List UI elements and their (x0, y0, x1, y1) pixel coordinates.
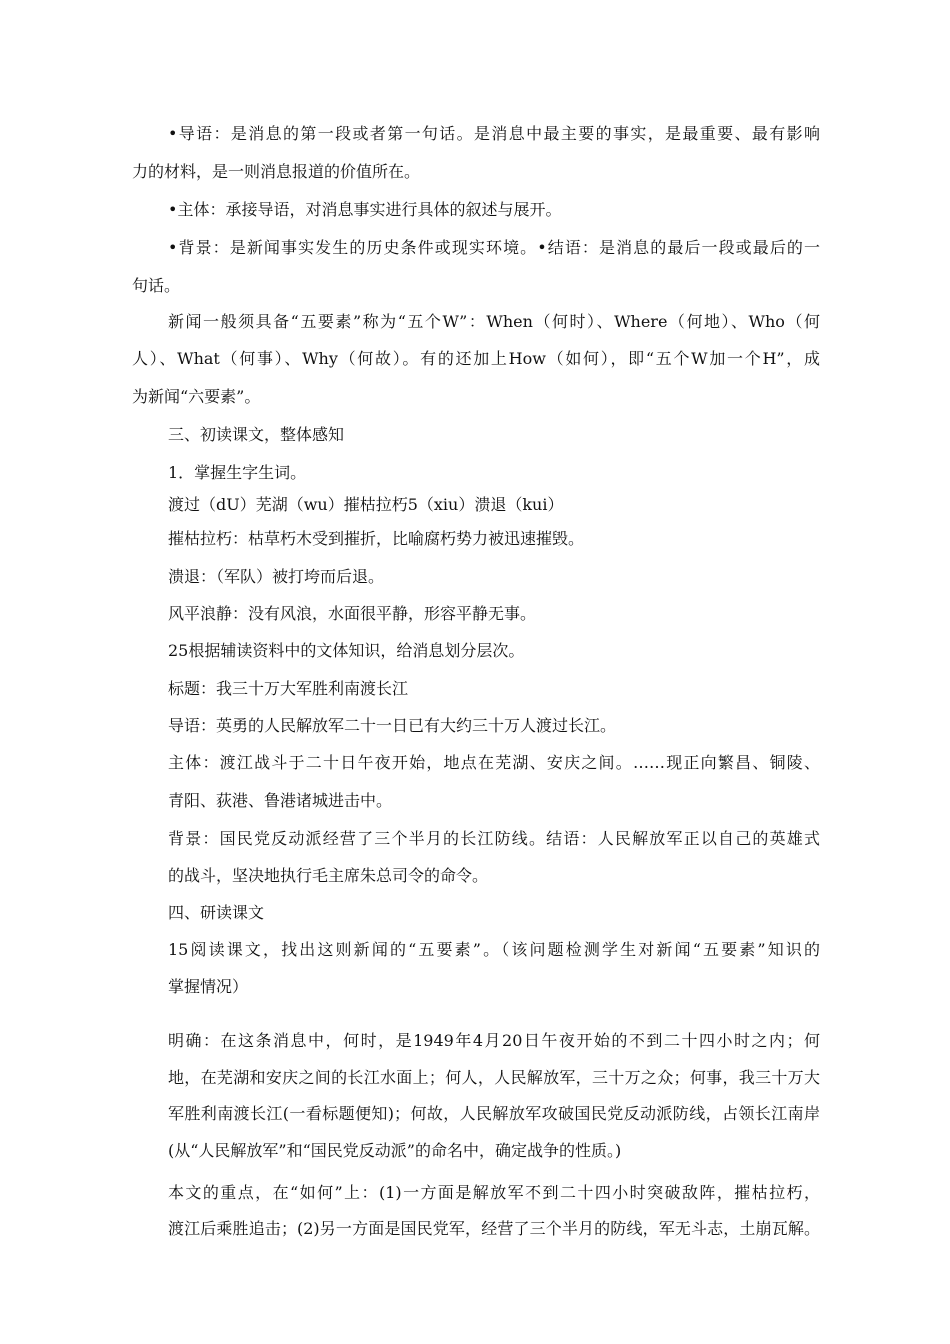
text-line: 青阳、荻港、鲁港诸城进击中。 (168, 791, 393, 810)
text-line: •导语：是消息的第一段或者第一句话。是消息中最主要的事实，是最重要、最有影响 (168, 124, 820, 143)
section-heading: 三、初读课文，整体感知 (168, 425, 345, 444)
text-line: 句话。 (132, 276, 181, 295)
text-line: 的战斗，坚决地执行毛主席朱总司令的命令。 (168, 866, 489, 885)
text-line: •背景：是新闻事实发生的历史条件或现实环境。•结语：是消息的最后一段或最后的一 (168, 238, 820, 257)
text-line: 军胜利南渡长江(一看标题便知)；何故，人民解放军攻破国民党反动派防线，占领长江南岸 (168, 1104, 820, 1123)
text-line: 主体：渡江战斗于二十日午夜开始，地点在芜湖、安庆之间。……现正向繁昌、铜陵、 (168, 753, 820, 772)
section-heading: 四、研读课文 (168, 903, 265, 922)
text-line: 明确：在这条消息中，何时，是1949年4月20日午夜开始的不到二十四小时之内；何 (168, 1031, 820, 1050)
text-line: 为新闻“六要素”。 (132, 387, 261, 406)
text-line: 渡江后乘胜追击；(2)另一方面是国民党军，经营了三个半月的防线，军无斗志，土崩瓦解。 (168, 1219, 820, 1238)
text-line: 风平浪静：没有风浪，水面很平静，形容平静无事。 (168, 604, 537, 623)
text-line: 25根据辅读资料中的文体知识，给消息划分层次。 (168, 641, 525, 660)
text-line: 导语：英勇的人民解放军二十一日已有大约三十万人渡过长江。 (168, 716, 617, 735)
text-line: •主体：承接导语，对消息事实进行具体的叙述与展开。 (168, 200, 562, 219)
text-line: 掌握情况） (168, 977, 249, 996)
text-line: 地，在芜湖和安庆之间的长江水面上；何人，人民解放军，三十万之众；何事，我三十万大 (168, 1068, 820, 1087)
text-line: 人）、What（何事）、Why（何故）。有的还加上How（如何），即“五个W加一个H”，成 (132, 349, 820, 368)
text-line: 渡过（dU）芜湖（wu）摧枯拉朽5（xiu）溃退（kui） (168, 495, 564, 514)
text-line: (从“人民解放军”和“国民党反动派”的命名中，确定战争的性质。) (168, 1141, 622, 1160)
text-line: 力的材料，是一则消息报道的价值所在。 (132, 162, 421, 181)
text-line: 标题：我三十万大军胜利南渡长江 (168, 679, 409, 698)
text-line: 本文的重点，在“如何”上：(1)一方面是解放军不到二十四小时突破敌阵，摧枯拉朽， (168, 1183, 820, 1202)
text-line: 摧枯拉朽：枯草朽木受到摧折，比喻腐朽势力被迅速摧毁。 (168, 529, 585, 548)
text-line: 背景：国民党反动派经营了三个半月的长江防线。结语：人民解放军正以自己的英雄式 (168, 829, 820, 848)
text-line: 新闻一般须具备“五要素”称为“五个W”：When（何时）、Where（何地）、Who（何 (168, 312, 820, 331)
text-line: 15阅读课文，找出这则新闻的“五要素”。（该问题检测学生对新闻“五要素”知识的 (168, 940, 820, 959)
text-line: 溃退：（军队）被打垮而后退。 (168, 567, 385, 586)
text-line: 1．掌握生字生词。 (168, 463, 307, 482)
